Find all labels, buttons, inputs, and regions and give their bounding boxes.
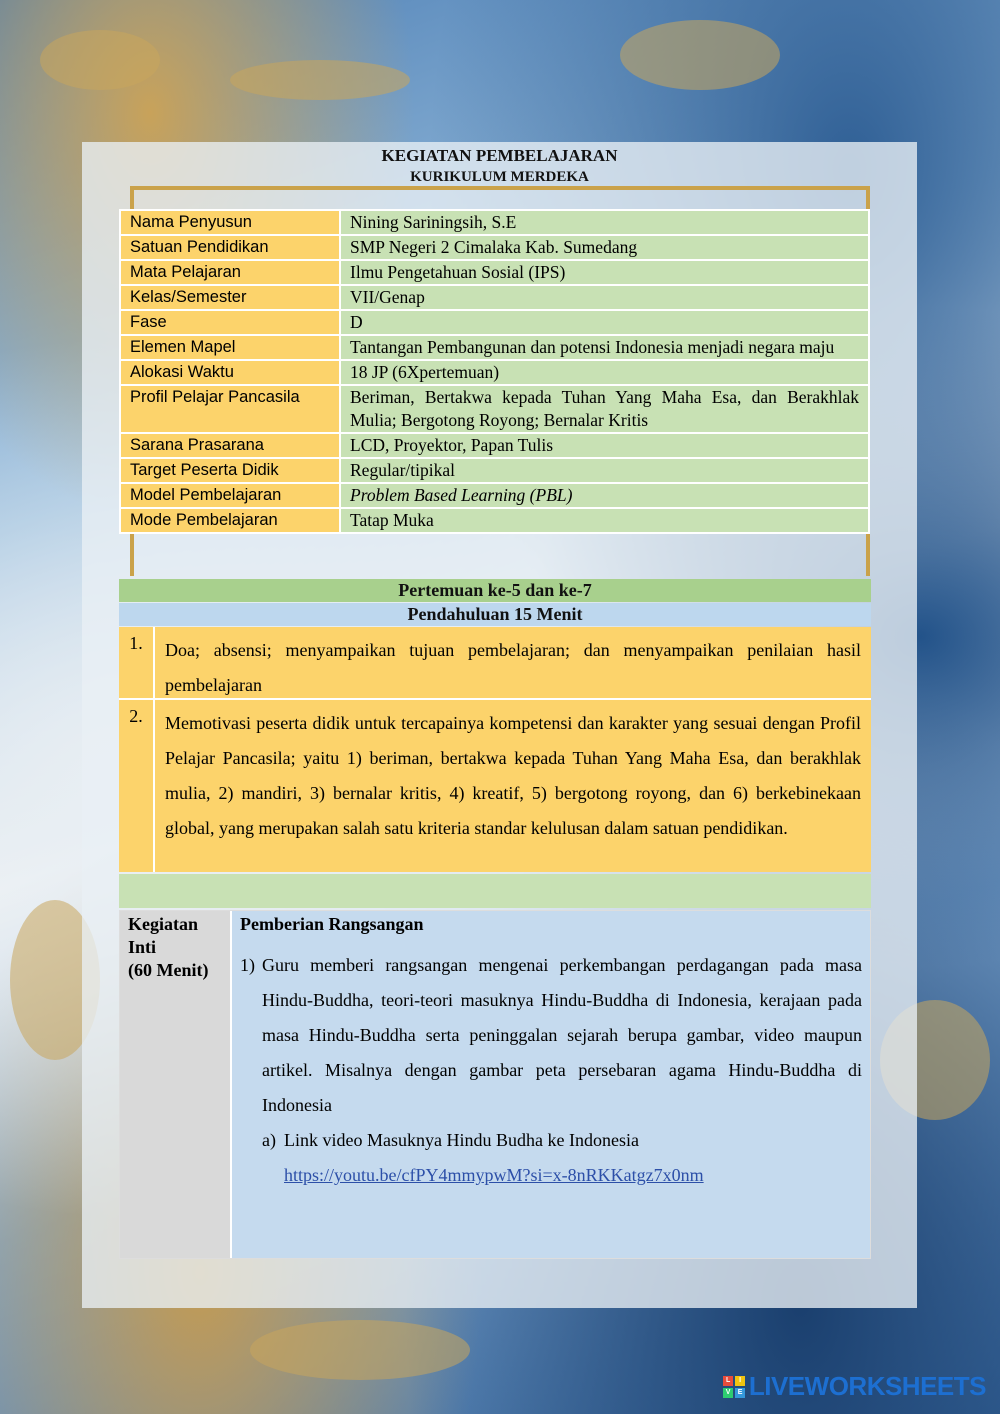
core-activity — [119, 910, 871, 1259]
core-label-line: Kegiatan — [128, 914, 198, 934]
core-link-row — [240, 1158, 862, 1193]
logo-letter: V — [723, 1388, 733, 1398]
intro-step — [119, 700, 871, 872]
gold-texture — [230, 60, 410, 100]
identity-key: Mata Pelajaran — [120, 260, 340, 285]
identity-key: Kelas/Semester — [120, 285, 340, 310]
intro-title: Pendahuluan 15 Menit — [119, 603, 871, 626]
table-row — [120, 210, 869, 235]
identity-value: Tatap Muka — [340, 508, 869, 533]
watermark — [723, 1371, 986, 1402]
identity-value: LCD, Proyektor, Papan Tulis — [340, 433, 869, 458]
step-number: 1. — [119, 627, 155, 698]
gold-texture — [40, 30, 160, 90]
step-text: Doa; absensi; menyampaikan tujuan pembelajaran; dan menyampaikan penilaian hasil pembelajaran — [165, 640, 861, 695]
step-text: Memotivasi peserta didik untuk tercapainya kompetensi dan karakter yang sesuai dengan Profil Pelajar Pancasila; yaitu 1) beriman, bertakwa kepada Tuhan Yang Maha Esa, dan berakhlak mulia, 2) mandiri, 3) bernalar kritis, 4) kreatif, 5) bergotong royong, dan 6) berkebinekaan global, yang merupakan salah satu kriteria standar kelulusan dalam satuan pendidikan. — [165, 713, 861, 838]
identity-value: Beriman, Bertakwa kepada Tuhan Yang Maha Esa, dan Berakhlak Mulia; Bergotong Royong; Bernalar Kritis — [340, 385, 869, 433]
watermark-text: LIVEWORKSHEETS — [748, 1371, 986, 1401]
core-label-line: (60 Menit) — [128, 960, 209, 980]
table-row — [120, 385, 869, 433]
identity-key: Satuan Pendidikan — [120, 235, 340, 260]
identity-key: Elemen Mapel — [120, 335, 340, 360]
watermark-logo-icon — [723, 1376, 745, 1398]
identity-value: Nining Sariningsih, S.E — [340, 210, 869, 235]
identity-key: Profil Pelajar Pancasila — [120, 385, 340, 433]
identity-value: Regular/tipikal — [340, 458, 869, 483]
table-row — [120, 483, 869, 508]
table-row — [120, 458, 869, 483]
identity-value: Tantangan Pembangunan dan potensi Indonesia menjadi negara maju — [340, 335, 869, 360]
identity-table — [119, 209, 870, 534]
identity-key: Nama Penyusun — [120, 210, 340, 235]
core-subitem — [240, 1123, 862, 1158]
identity-value: 18 JP (6Xpertemuan) — [340, 360, 869, 385]
identity-value: VII/Genap — [340, 285, 869, 310]
identity-key: Alokasi Waktu — [120, 360, 340, 385]
step-number: 2. — [119, 700, 155, 872]
logo-letter: I — [735, 1376, 745, 1386]
core-label — [120, 911, 232, 1258]
identity-key: Mode Pembelajaran — [120, 508, 340, 533]
core-item — [240, 948, 862, 1123]
table-row — [120, 310, 869, 335]
table-row — [120, 235, 869, 260]
logo-letter: L — [723, 1376, 733, 1386]
subitem-text: Link video Masuknya Hindu Budha ke Indonesia — [284, 1130, 639, 1150]
subitem-number: a) — [262, 1130, 276, 1150]
spacer-row — [119, 874, 871, 908]
identity-key: Fase — [120, 310, 340, 335]
page-subtitle: KURIKULUM MERDEKA — [410, 169, 589, 185]
table-row — [120, 360, 869, 385]
core-label-line: Inti — [128, 937, 157, 957]
table-row — [120, 260, 869, 285]
item-text: Guru memberi rangsangan mengenai perkembangan perdagangan pada masa Hindu-Buddha, teori-teori masuknya Hindu-Buddha di Indonesia, kerajaan pada masa Hindu-Buddha serta peninggalan sejarah berupa gambar, video maupun artikel. Misalnya dengan gambar peta persebaran agama Hindu-Buddha di Indonesia — [262, 955, 862, 1115]
table-row — [120, 433, 869, 458]
core-body — [232, 911, 870, 1258]
core-heading: Pemberian Rangsangan — [240, 914, 424, 934]
video-link[interactable]: https://youtu.be/cfPY4mmypwM?si=x-8nRKKatgz7x0nm — [284, 1165, 704, 1185]
meeting-title: Pertemuan ke-5 dan ke-7 — [119, 579, 871, 602]
page-title: KEGIATAN PEMBELAJARAN — [381, 146, 618, 165]
gold-texture — [250, 1320, 470, 1380]
gold-texture — [620, 20, 780, 90]
identity-value: Ilmu Pengetahuan Sosial (IPS) — [340, 260, 869, 285]
table-row — [120, 508, 869, 533]
intro-step — [119, 627, 871, 700]
table-row — [120, 335, 869, 360]
identity-value: Problem Based Learning (PBL) — [340, 483, 869, 508]
identity-value: D — [340, 310, 869, 335]
table-row — [120, 285, 869, 310]
identity-key: Model Pembelajaran — [120, 483, 340, 508]
identity-value: SMP Negeri 2 Cimalaka Kab. Sumedang — [340, 235, 869, 260]
identity-key: Target Peserta Didik — [120, 458, 340, 483]
item-number: 1) — [240, 955, 255, 975]
logo-letter: E — [735, 1388, 745, 1398]
identity-key: Sarana Prasarana — [120, 433, 340, 458]
